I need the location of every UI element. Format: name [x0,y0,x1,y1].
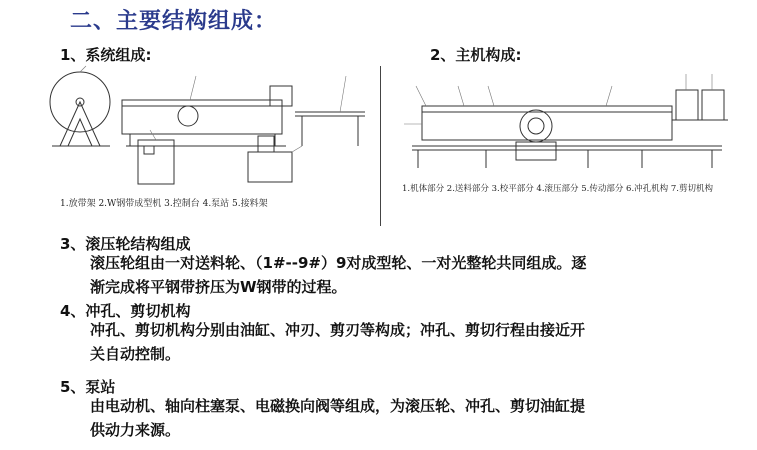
section-3-line-2: 渐完成将平钢带挤压为W钢带的过程。 [90,278,347,296]
section-4-line-2: 关自动控制。 [90,345,181,363]
section-4-heading: 4、冲孔、剪切机构 [60,302,191,320]
main-machine-heading: 2、主机构成: [430,46,522,64]
section-4-body [90,318,730,366]
section-3-body [90,251,730,299]
system-heading: 1、系统组成: [60,46,152,64]
section-5-heading: 5、泵站 [60,378,116,396]
system-diagram [40,64,370,194]
main-machine-diagram [392,64,732,174]
section-3-heading: 3、滚压轮结构组成 [60,235,191,253]
section-3-line-1: 滚压轮组由一对送料轮、（1#--9#）9对成型轮、一对光整轮共同组成。逐 [90,254,587,272]
divider [380,66,381,226]
main-machine-caption: 1.机体部分 2.送料部分 3.校平部分 4.滚压部分 5.传动部分 6.冲孔机构 7.剪切机构 [402,184,713,194]
section-5-body [90,394,730,442]
system-caption: 1.放带架 2.W钢带成型机 3.控制台 4.泵站 5.接料架 [60,199,268,209]
section-5-line-1: 由电动机、轴向柱塞泵、电磁换向阀等组成，为滚压轮、冲孔、剪切油缸提 [90,397,586,415]
section-4-line-1: 冲孔、剪切机构分别由油缸、冲刃、剪刃等构成；冲孔、剪切行程由接近开 [90,321,586,339]
section-5-line-2: 供动力来源。 [90,421,181,439]
page-title: 二、主要结构组成： [70,9,278,34]
